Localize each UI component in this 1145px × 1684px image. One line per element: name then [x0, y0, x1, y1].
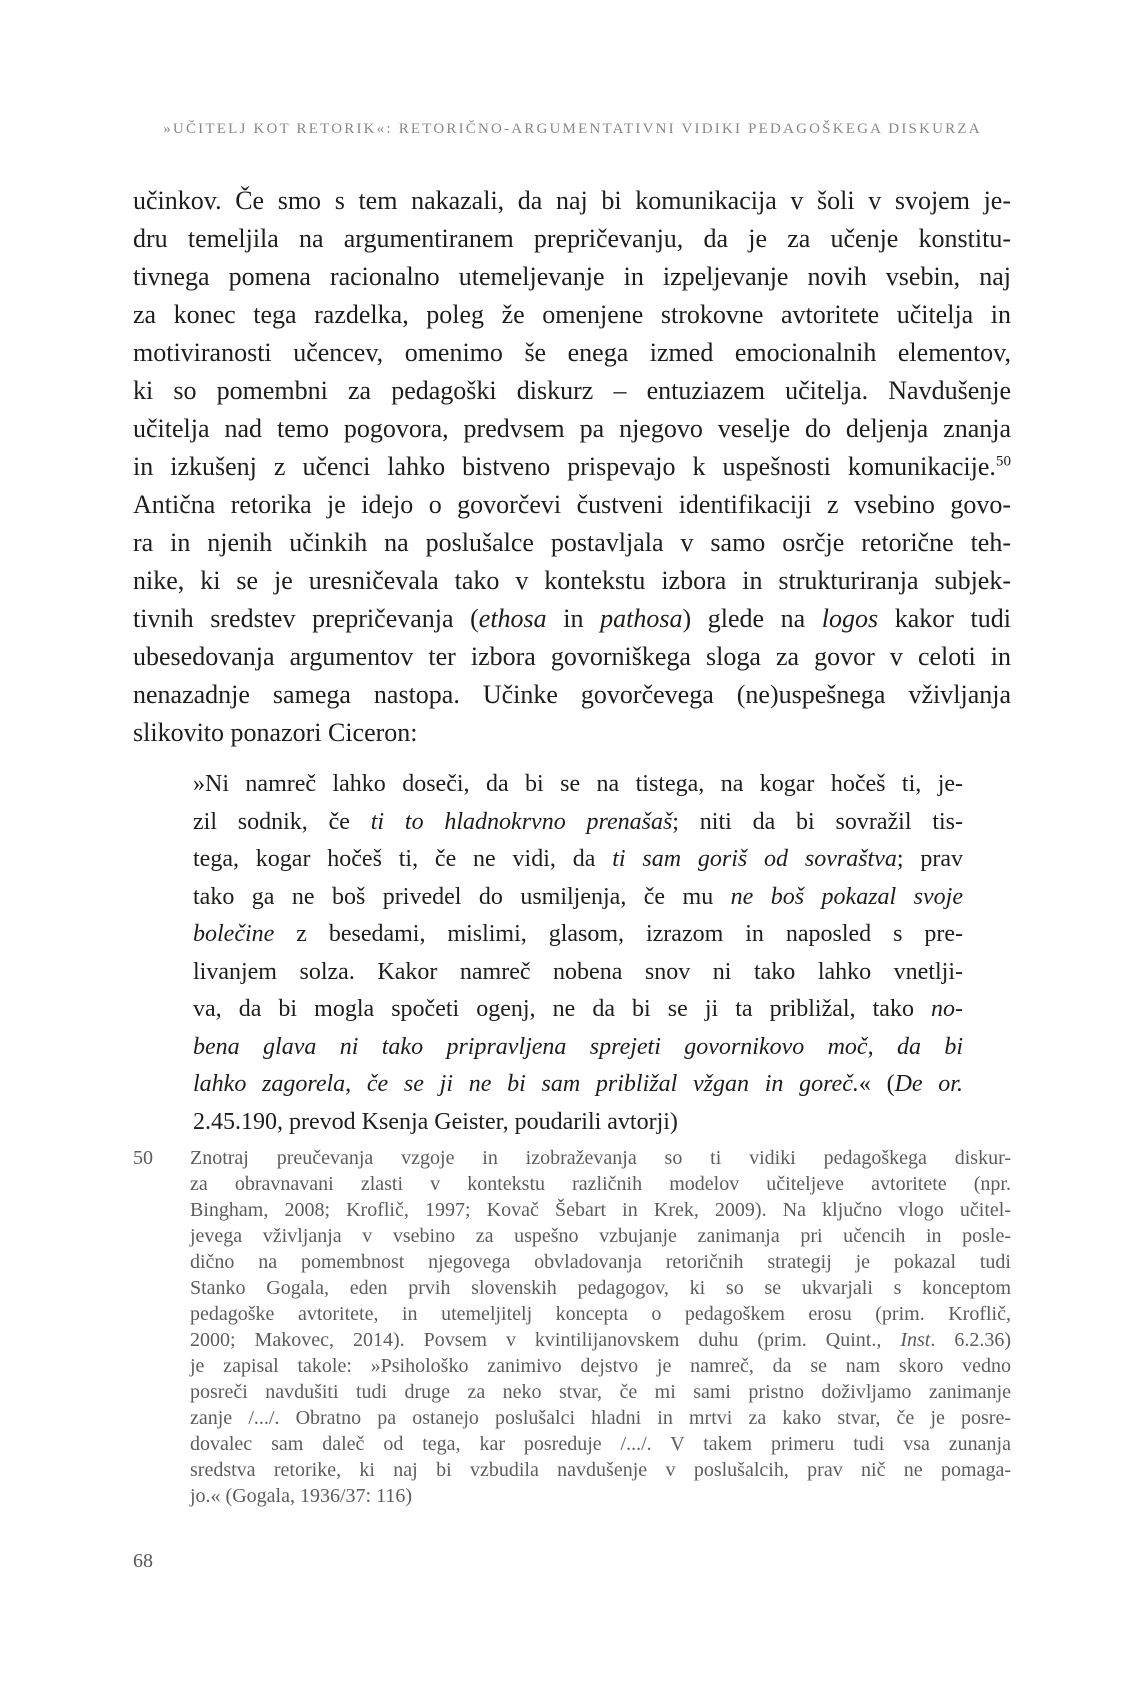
- text-line: Znotraj preučevanja vzgoje in izobraževanja so ti vidiki pedagoškega diskur-: [190, 1147, 1011, 1169]
- text-line: učinkov. Če smo s tem nakazali, da naj bi komunikacija v šoli v svojem je-: [133, 186, 1011, 215]
- text-line: lahko zagorela, če se ji ne bi sam približal vžgan in goreč.« (De or.: [193, 1071, 963, 1097]
- text-line: za obravnavani zlasti v kontekstu različnih modelov učiteljeve avtoritete (npr.: [190, 1173, 1011, 1195]
- emphasized-text: no-: [931, 996, 963, 1022]
- emphasized-text: Inst: [900, 1329, 931, 1351]
- text-line: sredstva retorike, ki naj bi vzbudila navdušenje v poslušalcih, prav nič ne pomaga-: [190, 1459, 1011, 1481]
- footnote-ref: 50: [995, 453, 1011, 470]
- text-line: 2000; Makovec, 2014). Povsem v kvintilijanovskem duhu (prim. Quint., Inst. 6.2.36): [190, 1329, 1011, 1351]
- text-line: dično na pomembnost njegovega obvladovanja retoričnih strategij je pokazal tudi: [190, 1251, 1011, 1273]
- text-line: tivnega pomena racionalno utemeljevanje in izpeljevanje novih vsebin, naj: [133, 262, 1011, 291]
- text-line: dovalec sam daleč od tega, kar posreduje /.../. V takem primeru tudi vsa zunanja: [190, 1433, 1011, 1455]
- footnote-text: [190, 1145, 1011, 1509]
- text-line: 2.45.190, prevod Ksenja Geister, poudarili avtorji): [193, 1108, 678, 1135]
- text-line: je zapisal takole: »Psihološko zanimivo dejstvo je namreč, da se nam skoro vedno: [190, 1355, 1011, 1377]
- footnote-number: 50: [133, 1147, 153, 1169]
- text-line: bolečine z besedami, mislimi, glasom, izrazom in naposled s pre-: [193, 921, 963, 947]
- emphasized-text: pathosa: [600, 604, 683, 633]
- text-line: pedagoške avtoritete, in utemeljitelj koncepta o pedagoškem erosu (prim. Kroflič,: [190, 1303, 1011, 1325]
- emphasized-text: lahko zagorela, če se ji ne bi sam približal vžgan in goreč.: [193, 1071, 859, 1097]
- block-quote: [193, 766, 963, 1141]
- text-line: nenazadnje samega nastopa. Učinke govorčevega (ne)uspešnega vživljanja: [133, 680, 1011, 709]
- text-line: tega, kogar hočeš ti, če ne vidi, da ti sam goriš od sovraštva; prav: [193, 846, 964, 872]
- emphasized-text: ne boš pokazal svoje: [730, 883, 963, 910]
- text-line: Stanko Gogala, eden prvih slovenskih pedagogov, ki so se ukvarjali s konceptom: [190, 1277, 1011, 1299]
- emphasized-text: De or.: [894, 1071, 963, 1097]
- body-paragraph: [133, 182, 1011, 752]
- emphasized-text: ti sam goriš od sovraštva: [612, 846, 897, 872]
- text-line: in izkušenj z učenci lahko bistveno prispevajo k uspešnosti komunikacije.$^{50}$: [133, 452, 1011, 481]
- emphasized-text: logos: [821, 604, 879, 633]
- text-line: »Ni namreč lahko doseči, da bi se na tistega, na kogar hočeš ti, je-: [193, 771, 963, 797]
- text-line: zanje /.../. Obratno pa ostanejo poslušalci hladni in mrtvi za kako stvar, če je posre-: [190, 1407, 1011, 1429]
- text-line: [193, 1029, 963, 1067]
- text-line: tako ga ne boš privedel do usmiljenja, če mu ne boš pokazal svoje: [193, 883, 963, 910]
- text-line: ki so pomembni za pedagoški diskurz – entuziazem učitelja. Navdušenje: [133, 376, 1011, 405]
- text-line: slikovito ponazori Ciceron:: [133, 718, 418, 747]
- text-line: ra in njenih učinkih na poslušalce postavljala v samo osrčje retorične teh-: [133, 528, 1011, 557]
- text-line: posreči navdušiti tudi druge za neko stvar, če mi sami pristno doživljamo zanimanje: [190, 1381, 1011, 1403]
- page-content: [133, 182, 1011, 1509]
- emphasized-text: bolečine: [193, 921, 275, 947]
- text-line: ubesedovanja argumentov ter izbora govorniškega sloga za govor v celoti in: [133, 642, 1011, 671]
- page-number: 68: [133, 1550, 153, 1572]
- text-line: jo.« (Gogala, 1936/37: 116): [190, 1485, 413, 1507]
- emphasized-text: bena glava ni tako pripravljena sprejeti govornikovo moč, da bi: [193, 1033, 963, 1060]
- text-line: va, da bi mogla spočeti ogenj, ne da bi se ji ta približal, tako no-: [193, 996, 963, 1022]
- emphasized-text: ti to hladnokrvno prenašaš: [370, 808, 673, 835]
- text-line: motiviranosti učencev, omenimo še enega izmed emocionalnih elementov,: [133, 338, 1011, 367]
- text-line: učitelja nad temo pogovora, predvsem pa njegovo veselje do deljenja znanja: [133, 414, 1011, 443]
- text-line: za konec tega razdelka, poleg že omenjene strokovne avtoritete učitelja in: [133, 300, 1011, 329]
- text-line: tivnih sredstev prepričevanja (ethosa in pathosa) glede na logos kakor tudi: [133, 604, 1011, 633]
- text-line: zil sodnik, če ti to hladnokrvno prenašaš; niti da bi sovražil tis-: [193, 808, 963, 835]
- running-header: »UČITELJ KOT RETORIK«: RETORIČNO-ARGUMENTATIVNI VIDIKI PEDAGOŠKEGA DISKURZA: [163, 121, 982, 137]
- text-line: Antična retorika je idejo o govorčevi čustveni identifikaciji z vsebino govo-: [133, 490, 1011, 519]
- text-line: livanjem solza. Kakor namreč nobena snov ni tako lahko vnetlji-: [193, 958, 963, 985]
- text-line: nike, ki se je uresničevala tako v kontekstu izbora in strukturiranja subjek-: [133, 566, 1011, 595]
- emphasized-text: ethosa: [478, 604, 547, 633]
- footnote: [133, 1145, 1011, 1509]
- text-line: jevega vživljanja v vsebino za uspešno vzbujanje zanimanja pri učencih in posle-: [190, 1225, 1011, 1247]
- text-line: dru temeljila na argumentiranem prepričevanju, da je za učenje konstitu-: [133, 224, 1011, 253]
- text-line: Bingham, 2008; Kroflič, 1997; Kovač Šebart in Krek, 2009). Na ključno vlogo učitel-: [190, 1199, 1011, 1221]
